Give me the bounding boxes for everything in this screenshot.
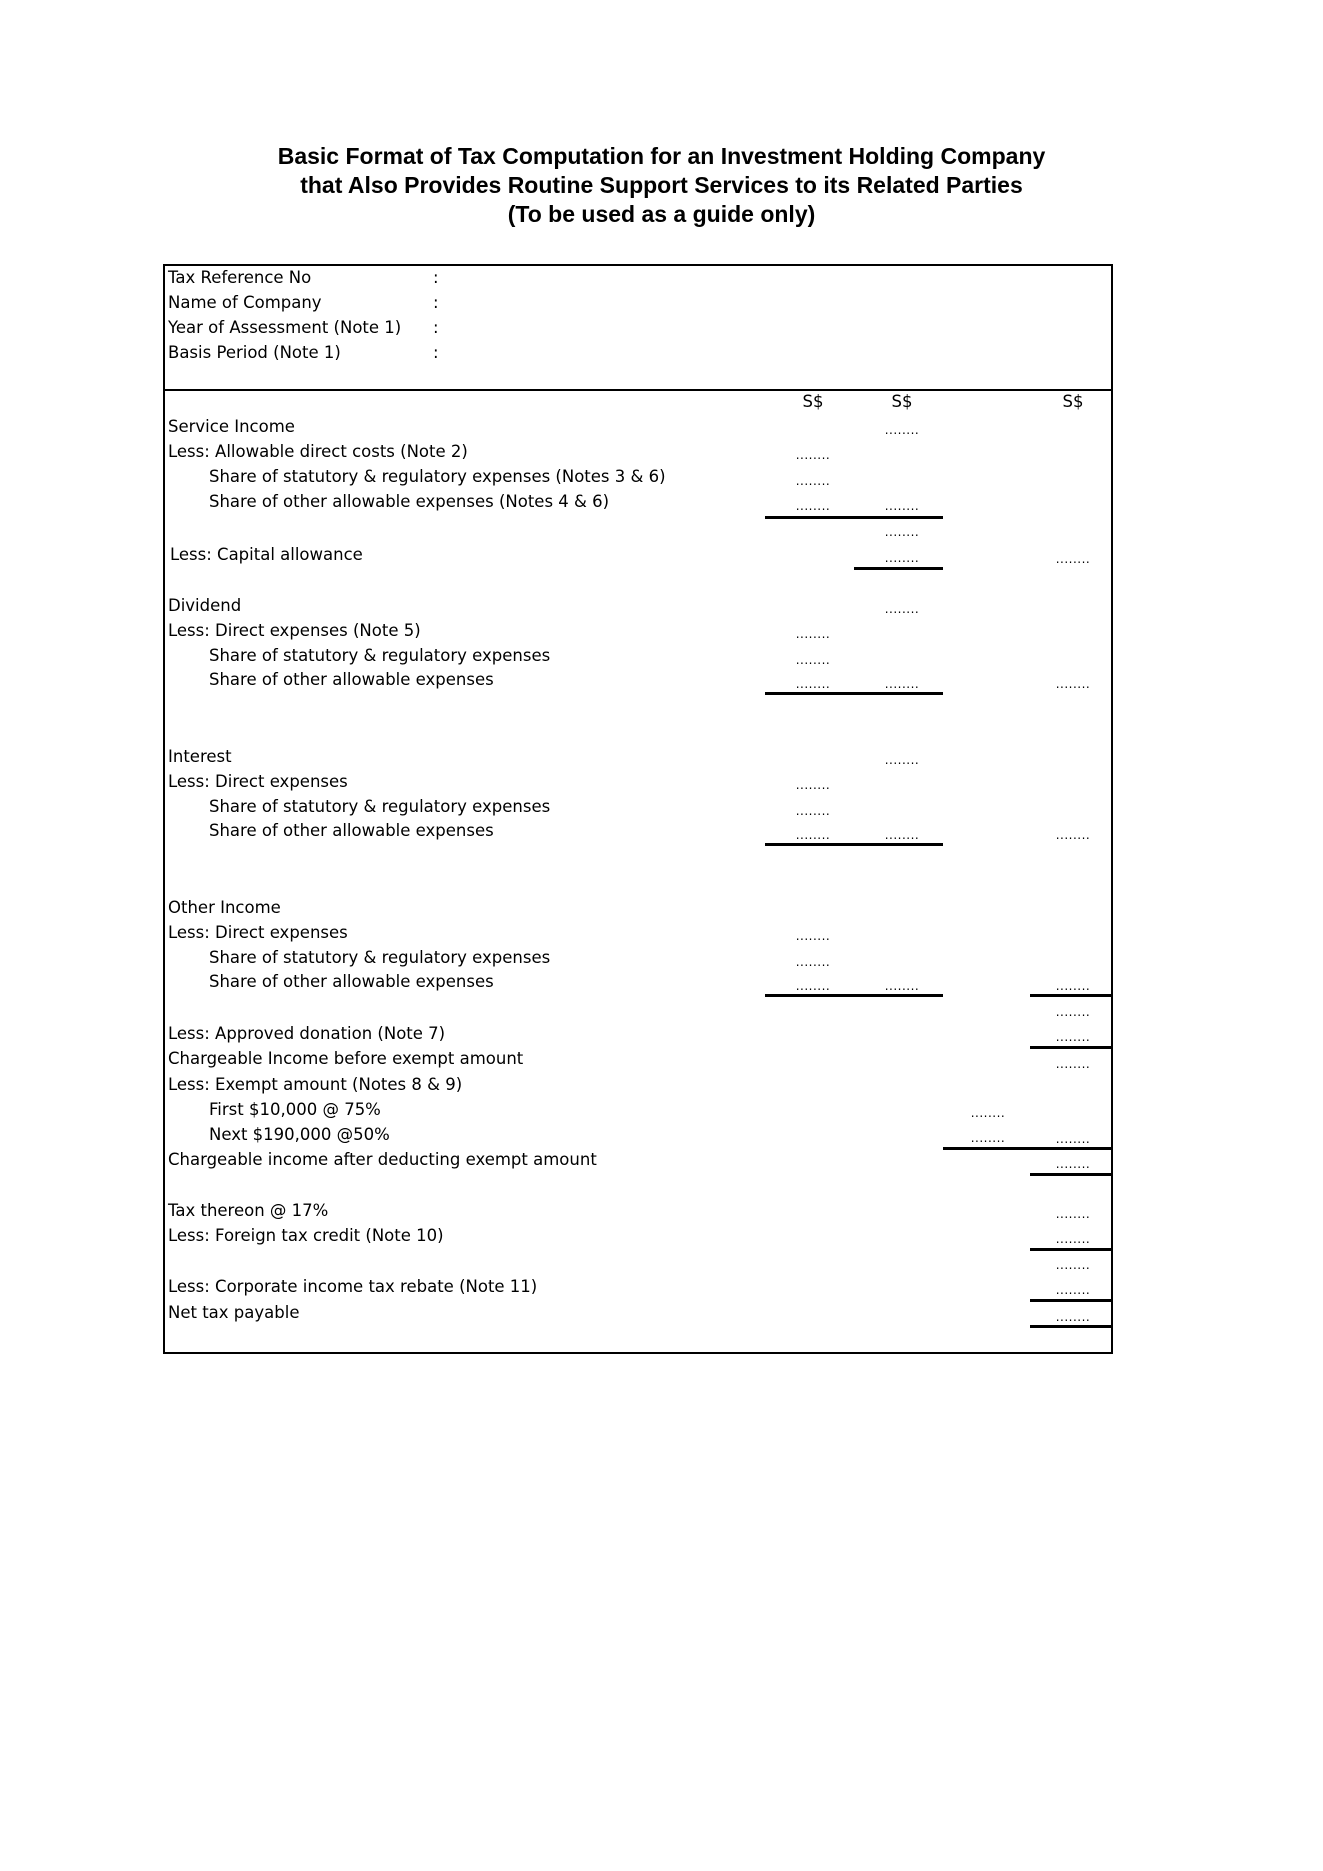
subtotal-rule (765, 843, 943, 846)
share-other-label: Share of other allowable expenses (209, 821, 494, 840)
placeholder-value: ........ (795, 828, 831, 842)
share-other-label: Share of other allowable expenses (Notes 4 & 6) (209, 492, 610, 511)
first-10000-label: First $10,000 @ 75% (209, 1100, 381, 1119)
foreign-tax-credit-label: Less: Foreign tax credit (Note 10) (168, 1226, 444, 1245)
subtotal-rule (765, 692, 943, 695)
subtotal-rule (943, 1147, 1030, 1150)
placeholder-value: ........ (795, 979, 831, 993)
basis-period-colon: : (433, 343, 439, 362)
column-header-1: S$ (802, 392, 824, 411)
placeholder-value: ........ (1055, 1132, 1091, 1146)
placeholder-value: ........ (884, 828, 920, 842)
title-line-1: Basic Format of Tax Computation for an Investment Holding Company (277, 143, 1046, 169)
company-name-label: Name of Company (168, 293, 322, 312)
total-rule (1030, 1325, 1113, 1328)
share-statutory-label: Share of statutory & regulatory expenses (Notes 3 & 6) (209, 467, 666, 486)
placeholder-value: ........ (1055, 1310, 1091, 1324)
share-other-label: Share of other allowable expenses (209, 670, 494, 689)
placeholder-value: ........ (1055, 979, 1091, 993)
placeholder-value: ........ (1055, 552, 1091, 566)
placeholder-value: ........ (884, 499, 920, 513)
placeholder-value: ........ (795, 653, 831, 667)
placeholder-value: ........ (884, 753, 920, 767)
cit-rebate-label: Less: Corporate income tax rebate (Note 11) (168, 1277, 538, 1296)
direct-expenses-label: Less: Direct expenses (Note 5) (168, 621, 421, 640)
placeholder-value: ........ (1055, 1258, 1091, 1272)
direct-expenses-label: Less: Direct expenses (168, 772, 348, 791)
placeholder-value: ........ (884, 677, 920, 691)
subtotal-rule (1030, 1299, 1113, 1302)
subtotal-rule (854, 567, 943, 570)
placeholder-value: ........ (795, 448, 831, 462)
chargeable-before-exempt-label: Chargeable Income before exempt amount (168, 1049, 524, 1068)
placeholder-value: ........ (795, 627, 831, 641)
basis-period-label: Basis Period (Note 1) (168, 343, 341, 362)
column-header-2: S$ (891, 392, 913, 411)
placeholder-value: ........ (795, 804, 831, 818)
other-income-label: Other Income (168, 898, 281, 917)
placeholder-value: ........ (1055, 1030, 1091, 1044)
allowable-direct-costs-label: Less: Allowable direct costs (Note 2) (168, 442, 468, 461)
next-190000-label: Next $190,000 @50% (209, 1125, 390, 1144)
header-separator (163, 389, 1113, 391)
placeholder-value: ........ (795, 677, 831, 691)
placeholder-value: ........ (1055, 1005, 1091, 1019)
title-line-3: (To be used as a guide only) (507, 201, 816, 227)
service-income-label: Service Income (168, 417, 295, 436)
placeholder-value: ........ (1055, 1207, 1091, 1221)
year-of-assessment-colon: : (433, 318, 439, 337)
subtotal-rule (765, 516, 943, 519)
placeholder-value: ........ (1055, 1157, 1091, 1171)
share-other-label: Share of other allowable expenses (209, 972, 494, 991)
document-title (0, 142, 1323, 229)
placeholder-value: ........ (1055, 1232, 1091, 1246)
subtotal-rule (1030, 994, 1113, 997)
direct-expenses-label: Less: Direct expenses (168, 923, 348, 942)
placeholder-value: ........ (1055, 1283, 1091, 1297)
placeholder-value: ........ (884, 979, 920, 993)
placeholder-value: ........ (1055, 677, 1091, 691)
placeholder-value: ........ (795, 474, 831, 488)
chargeable-after-exempt-label: Chargeable income after deducting exempt amount (168, 1150, 597, 1169)
tax-reference-label: Tax Reference No (168, 268, 312, 287)
placeholder-value: ........ (1055, 828, 1091, 842)
exempt-amount-label: Less: Exempt amount (Notes 8 & 9) (168, 1075, 463, 1094)
placeholder-value: ........ (884, 525, 920, 539)
subtotal-rule (1030, 1248, 1113, 1251)
placeholder-value: ........ (795, 929, 831, 943)
share-statutory-label: Share of statutory & regulatory expenses (209, 797, 551, 816)
tax-thereon-label: Tax thereon @ 17% (168, 1201, 329, 1220)
subtotal-rule (1030, 1173, 1113, 1176)
placeholder-value: ........ (970, 1131, 1006, 1145)
placeholder-value: ........ (795, 499, 831, 513)
year-of-assessment-label: Year of Assessment (Note 1) (168, 318, 402, 337)
capital-allowance-label: Less: Capital allowance (170, 545, 363, 564)
subtotal-rule (765, 994, 943, 997)
interest-label: Interest (168, 747, 232, 766)
dividend-label: Dividend (168, 596, 242, 615)
column-header-3: S$ (1062, 392, 1084, 411)
tax-reference-colon: : (433, 268, 439, 287)
company-name-colon: : (433, 293, 439, 312)
placeholder-value: ........ (1055, 1057, 1091, 1071)
placeholder-value: ........ (970, 1106, 1006, 1120)
title-line-2: that Also Provides Routine Support Services to its Related Parties (300, 172, 1023, 198)
net-tax-payable-label: Net tax payable (168, 1303, 300, 1322)
subtotal-rule (1030, 1147, 1113, 1150)
approved-donation-label: Less: Approved donation (Note 7) (168, 1024, 446, 1043)
placeholder-value: ........ (884, 602, 920, 616)
share-statutory-label: Share of statutory & regulatory expenses (209, 646, 551, 665)
subtotal-rule (1030, 1046, 1113, 1049)
placeholder-value: ........ (795, 955, 831, 969)
placeholder-value: ........ (884, 551, 920, 565)
placeholder-value: ........ (795, 778, 831, 792)
placeholder-value: ........ (884, 423, 920, 437)
share-statutory-label: Share of statutory & regulatory expenses (209, 948, 551, 967)
